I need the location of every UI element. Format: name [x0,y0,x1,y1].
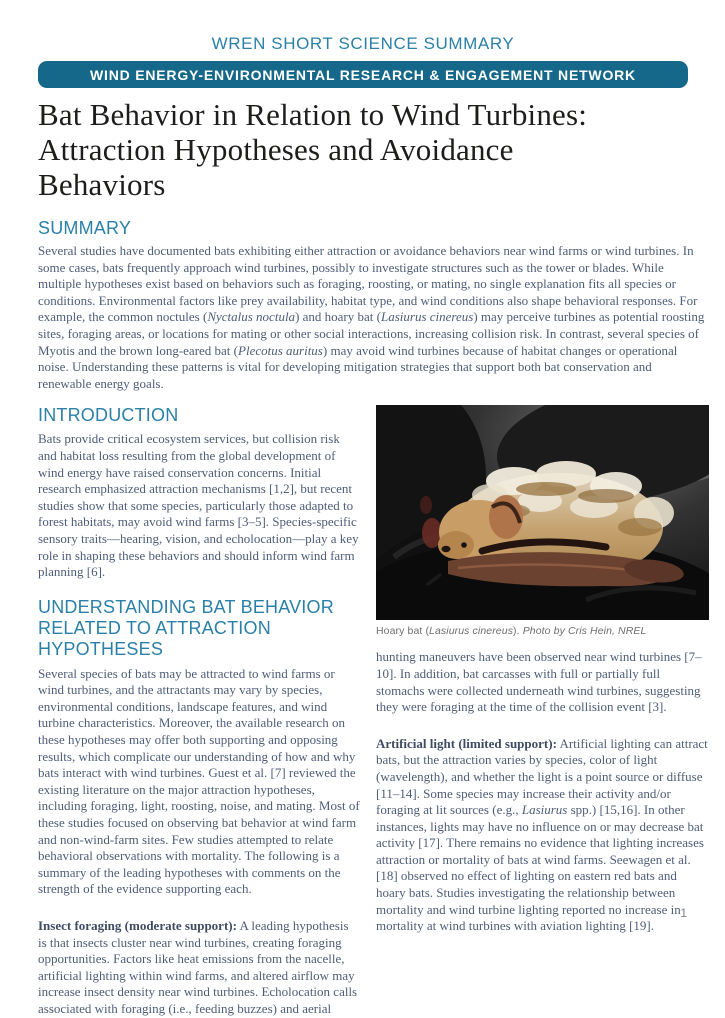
article-title: Bat Behavior in Relation to Wind Turbines: Attraction Hypotheses and Avoidance Behaviors [38,97,588,202]
insect-foraging-paragraph: Insect foraging (moderate support): A leading hypothesis is that insects cluster near wind turbines, creating foraging opportunities. Factors like heat emissions from the nacelle, artificial lighting within wind farms, and altered airflow may increase insect density near wind turbines. Echolocation calls associated with foraging (i.e., feeding buzzes) and aerial [38,918,358,1016]
bat-photo-figure [376,405,709,637]
network-banner [38,61,688,88]
eyebrow-title: WREN SHORT SCIENCE SUMMARY [211,34,515,53]
introduction-heading: INTRODUCTION [38,405,179,426]
introduction-paragraph: Bats provide critical ecosystem services, but collision risk and habitat loss resulting from the global development of wind energy have raised conservation concerns. Initial research emphasized attraction mechanisms [1,2], but recent studies show that some species, particularly those adapted to forest habitats, may avoid wind farms [3–5]. Species-specific sensory traits—hearing, vision, and echolocation—play a key role in shaping these behaviors and should inform wind farm planning [6]. [38,431,359,580]
network-banner-label: WIND ENERGY-ENVIRONMENTAL RESEARCH & ENGAGEMENT NETWORK [90,66,636,83]
summary-paragraph: Several studies have documented bats exhibiting either attraction or avoidance behaviors near wind farms or wind turbines. In some cases, bats frequently approach wind turbines, possibly to investigate structures such as the tower or blades. While multiple hypotheses exist based on behaviors such as foraging, roosting, or mating, no single explanation fits all species or conditions. Environmental factors like prey availability, habitat type, and wind conditions also shape behavioral responses. For example, the common noctules (Nyctalus noctula) and hoary bat (Lasiurus cinereus) may perceive turbines as potential roosting sites, foraging areas, or locations for mating or other social interactions, increasing collision risk. In contrast, several species of Myotis and the brown long-eared bat (Plecotus auritus) may avoid wind turbines because of habitat changes or operational noise. Understanding these patterns is vital for developing mitigation strategies that support both bat conservation and renewable energy goals. [38,243,705,391]
two-column-layout [38,405,707,1017]
attraction-overview-paragraph: Several species of bats may be attracted to wind farms or wind turbines, and the attractants may vary by species, environmental conditions, landscape features, and wind turbine characteristics. Moreover, the available research on these hypotheses may offer both supporting and opposing results, which complicate our understanding of how and why bats interact with wind turbines. Guest et al. [7] reviewed the existing literature on the major attraction hypotheses, including foraging, light, roosting, noise, and mating. Most of these studies focused on observing bat behavior at wind farm and non-wind-farm sites. Few studies attempted to relate behavioral observations with mortality. The following is a summary of the leading hypotheses with comments on the strength of the evidence supporting each. [38,665,360,897]
left-column [38,405,360,1017]
bat-photo-illustration [376,405,709,620]
foraging-continued-paragraph: hunting maneuvers have been observed near wind turbines [7–10]. In addition, bat carcasses with full or partially full stomachs were collected underneath wind turbines, suggesting they were foraging at the time of the collision event [3]. [376,649,702,715]
page-number: 1 [680,906,687,920]
attraction-hypotheses-heading: UNDERSTANDING BAT BEHAVIOR RELATED TO ATTRACTION HYPOTHESES [38,596,334,659]
summary-heading: SUMMARY [38,218,132,238]
right-column [376,405,709,935]
artificial-light-paragraph: Artificial light (limited support): Artificial lighting can attract bats, but the attraction varies by species, color of light (wavelength), and whether the light is a point source or diffuse [11–14]. Some species may increase their activity and/or foraging at lit sources (e.g., Lasiurus spp.) [15,16]. In other instances, lights may have no influence on or may decrease bat activity [17]. There remains no evidence that lighting increases attraction or mortality of bats at wind farms. Seewagen et al. [18] observed no effect of lighting on eastern red bats and hoary bats. Studies investigating the relationship between mortality and wind turbine lighting reported no increase in mortality at wind turbines with aviation lighting [19]. [376,735,708,934]
photo-caption: Hoary bat (Lasiurus cinereus). Photo by Cris Hein, NREL [376,625,647,638]
bat-photo [376,405,709,620]
